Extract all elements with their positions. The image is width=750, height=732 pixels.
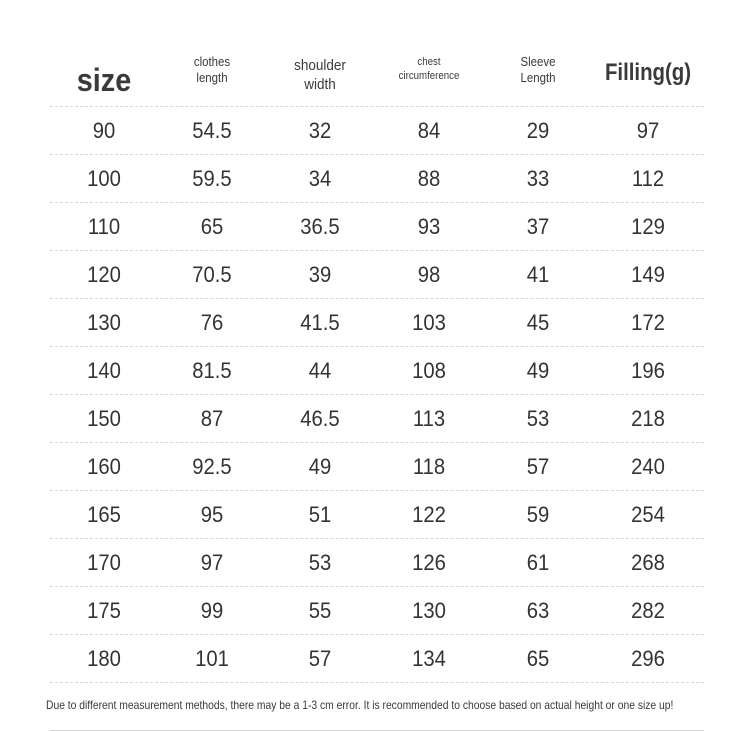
- table-cell: 61: [526, 549, 550, 575]
- table-cell: 29: [526, 117, 550, 143]
- table-cell: 45: [526, 309, 550, 335]
- table-row: [50, 443, 704, 491]
- table-cell: 118: [412, 453, 446, 479]
- table-cell: 36.5: [300, 213, 340, 239]
- table-cell: 149: [631, 261, 665, 287]
- header-sleeve-line2: Length: [520, 70, 556, 85]
- table-cell: 57: [526, 453, 550, 479]
- header-shoulder-width: [271, 57, 368, 95]
- header-filling: [600, 58, 695, 88]
- table-cell: 44: [308, 357, 332, 383]
- table-cell: 134: [412, 645, 446, 671]
- table-cell: 95: [200, 501, 224, 527]
- table-cell: 140: [87, 357, 121, 383]
- table-cell: 53: [526, 405, 550, 431]
- table-cell: 122: [412, 501, 446, 527]
- table-cell: 180: [87, 645, 121, 671]
- bottom-divider: [50, 730, 704, 731]
- table-cell: 49: [526, 357, 550, 383]
- table-cell: 268: [631, 549, 665, 575]
- header-chest-line2: circumference: [398, 70, 460, 82]
- table-row: [50, 587, 704, 635]
- header-chest-circumference: [381, 56, 478, 84]
- table-cell: 254: [631, 501, 665, 527]
- table-cell: 126: [412, 549, 446, 575]
- measurement-note: Due to different measurement methods, there may be a 1-3 cm error. It is recommended to choose based on actual height or one size up!: [46, 698, 674, 712]
- header-clothes-length-line1: clothes: [193, 53, 231, 69]
- table-cell: 113: [412, 405, 446, 431]
- header-clothes-length-line2: length: [196, 70, 228, 85]
- table-cell: 150: [87, 405, 121, 431]
- header-size-label: size: [76, 62, 132, 98]
- table-cell: 112: [631, 165, 665, 191]
- table-cell: 160: [87, 453, 121, 479]
- table-cell: 53: [308, 549, 332, 575]
- table-cell: 76: [200, 309, 224, 335]
- table-cell: 92.5: [192, 453, 232, 479]
- table-header-row: [50, 48, 704, 107]
- table-row: [50, 251, 704, 299]
- table-cell: 59.5: [192, 165, 232, 191]
- table-cell: 99: [200, 597, 224, 623]
- table-cell: 296: [631, 645, 665, 671]
- header-chest-line1: chest: [417, 56, 441, 69]
- table-cell: 130: [412, 597, 446, 623]
- table-cell: 90: [92, 117, 116, 143]
- size-chart-table: [50, 48, 704, 683]
- table-cell: 70.5: [192, 261, 232, 287]
- header-clothes-length: [164, 54, 259, 87]
- table-cell: 65: [526, 645, 550, 671]
- table-cell: 218: [631, 405, 665, 431]
- table-cell: 129: [631, 213, 665, 239]
- table-cell: 41.5: [300, 309, 340, 335]
- table-cell: 41: [526, 261, 550, 287]
- table-cell: 54.5: [192, 117, 232, 143]
- table-cell: 100: [87, 165, 121, 191]
- table-cell: 84: [417, 117, 441, 143]
- table-cell: 97: [636, 117, 660, 143]
- table-cell: 282: [631, 597, 665, 623]
- table-row: [50, 347, 704, 395]
- table-cell: 101: [195, 645, 229, 671]
- table-row: [50, 539, 704, 587]
- table-cell: 130: [87, 309, 121, 335]
- table-cell: 63: [526, 597, 550, 623]
- table-row: [50, 395, 704, 443]
- table-cell: 103: [412, 309, 446, 335]
- table-cell: 81.5: [192, 357, 232, 383]
- header-size: [55, 60, 152, 100]
- table-body: [50, 107, 704, 683]
- table-cell: 97: [200, 549, 224, 575]
- table-cell: 87: [200, 405, 224, 431]
- table-cell: 240: [631, 453, 665, 479]
- header-sleeve-length: [490, 54, 585, 87]
- table-row: [50, 155, 704, 203]
- table-cell: 34: [308, 165, 332, 191]
- table-cell: 108: [412, 357, 446, 383]
- table-cell: 37: [526, 213, 550, 239]
- table-cell: 51: [308, 501, 332, 527]
- table-cell: 59: [526, 501, 550, 527]
- table-row: [50, 635, 704, 683]
- table-cell: 165: [87, 501, 121, 527]
- table-row: [50, 203, 704, 251]
- table-cell: 110: [87, 213, 121, 239]
- table-cell: 175: [87, 597, 121, 623]
- table-cell: 32: [308, 117, 332, 143]
- table-cell: 120: [87, 261, 121, 287]
- table-cell: 39: [308, 261, 332, 287]
- header-shoulder-width-line2: width: [304, 76, 336, 93]
- header-sleeve-line1: Sleeve: [520, 53, 556, 69]
- table-cell: 57: [308, 645, 332, 671]
- table-cell: 98: [417, 261, 441, 287]
- table-cell: 46.5: [300, 405, 340, 431]
- table-row: [50, 491, 704, 539]
- table-cell: 170: [87, 549, 121, 575]
- table-cell: 49: [308, 453, 332, 479]
- table-cell: 65: [200, 213, 224, 239]
- table-cell: 196: [631, 357, 665, 383]
- table-cell: 93: [417, 213, 441, 239]
- table-row: [50, 107, 704, 155]
- table-cell: 88: [417, 165, 441, 191]
- header-shoulder-width-line1: shoulder: [294, 57, 346, 75]
- table-cell: 172: [631, 309, 665, 335]
- table-row: [50, 299, 704, 347]
- table-cell: 33: [526, 165, 550, 191]
- table-cell: 55: [308, 597, 332, 623]
- header-filling-label: Filling(g): [604, 59, 692, 86]
